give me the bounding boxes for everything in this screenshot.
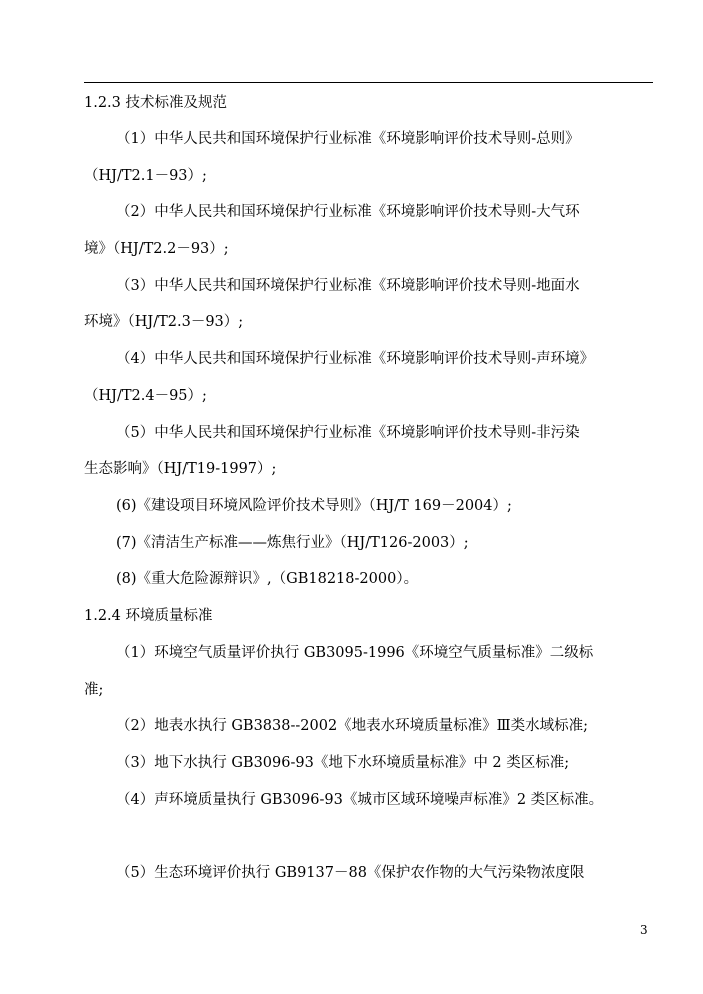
section-heading-1-2-3: 1.2.3 技术标准及规范 <box>84 95 228 111</box>
item-1-line-1: （1）中华人民共和国环境保护行业标准《环境影响评价技术导则-总则》 <box>116 131 580 147</box>
quality-item-5-line-1: （5）生态环境评价执行 GB9137－88《保护农作物的大气污染物浓度限 <box>116 865 585 881</box>
item-4-line-2: （HJ/T2.4－95）; <box>84 388 207 404</box>
quality-item-2: （2）地表水执行 GB3838--2002《地表水环境质量标准》Ⅲ类水域标准; <box>116 718 589 734</box>
item-5-line-1: （5）中华人民共和国环境保护行业标准《环境影响评价技术导则-非污染 <box>116 425 580 441</box>
quality-item-1-line-1: （1）环境空气质量评价执行 GB3095-1996《环境空气质量标准》二级标 <box>116 645 594 661</box>
item-5-line-2: 生态影响》（HJ/T19-1997）; <box>84 461 277 477</box>
page-number: 3 <box>640 923 648 937</box>
item-8: (8)《重大危险源辩识》,（GB18218-2000）。 <box>116 571 419 587</box>
item-2-line-2: 境》（HJ/T2.2－93）; <box>84 241 229 257</box>
item-3-line-1: （3）中华人民共和国环境保护行业标准《环境影响评价技术导则-地面水 <box>116 278 580 294</box>
item-2-line-1: （2）中华人民共和国环境保护行业标准《环境影响评价技术导则-大气环 <box>116 204 580 220</box>
item-6: (6)《建设项目环境风险评价技术导则》（HJ/T 169－2004）; <box>116 498 512 514</box>
header-rule <box>84 82 653 83</box>
quality-item-4: （4）声环境质量执行 GB3096-93《城市区域环境噪声标准》2 类区标准。 <box>116 792 604 808</box>
quality-item-3: （3）地下水执行 GB3096-93《地下水环境质量标准》中 2 类区标准; <box>116 755 570 771</box>
item-1-line-2: （HJ/T2.1－93）; <box>84 168 207 184</box>
item-7: (7)《清洁生产标准——炼焦行业》（HJ/T126-2003）; <box>116 535 469 551</box>
item-4-line-1: （4）中华人民共和国环境保护行业标准《环境影响评价技术导则-声环境》 <box>116 351 595 367</box>
item-3-line-2: 环境》（HJ/T2.3－93）; <box>84 314 244 330</box>
quality-item-1-line-2: 准; <box>84 682 104 698</box>
section-heading-1-2-4: 1.2.4 环境质量标准 <box>84 608 213 624</box>
